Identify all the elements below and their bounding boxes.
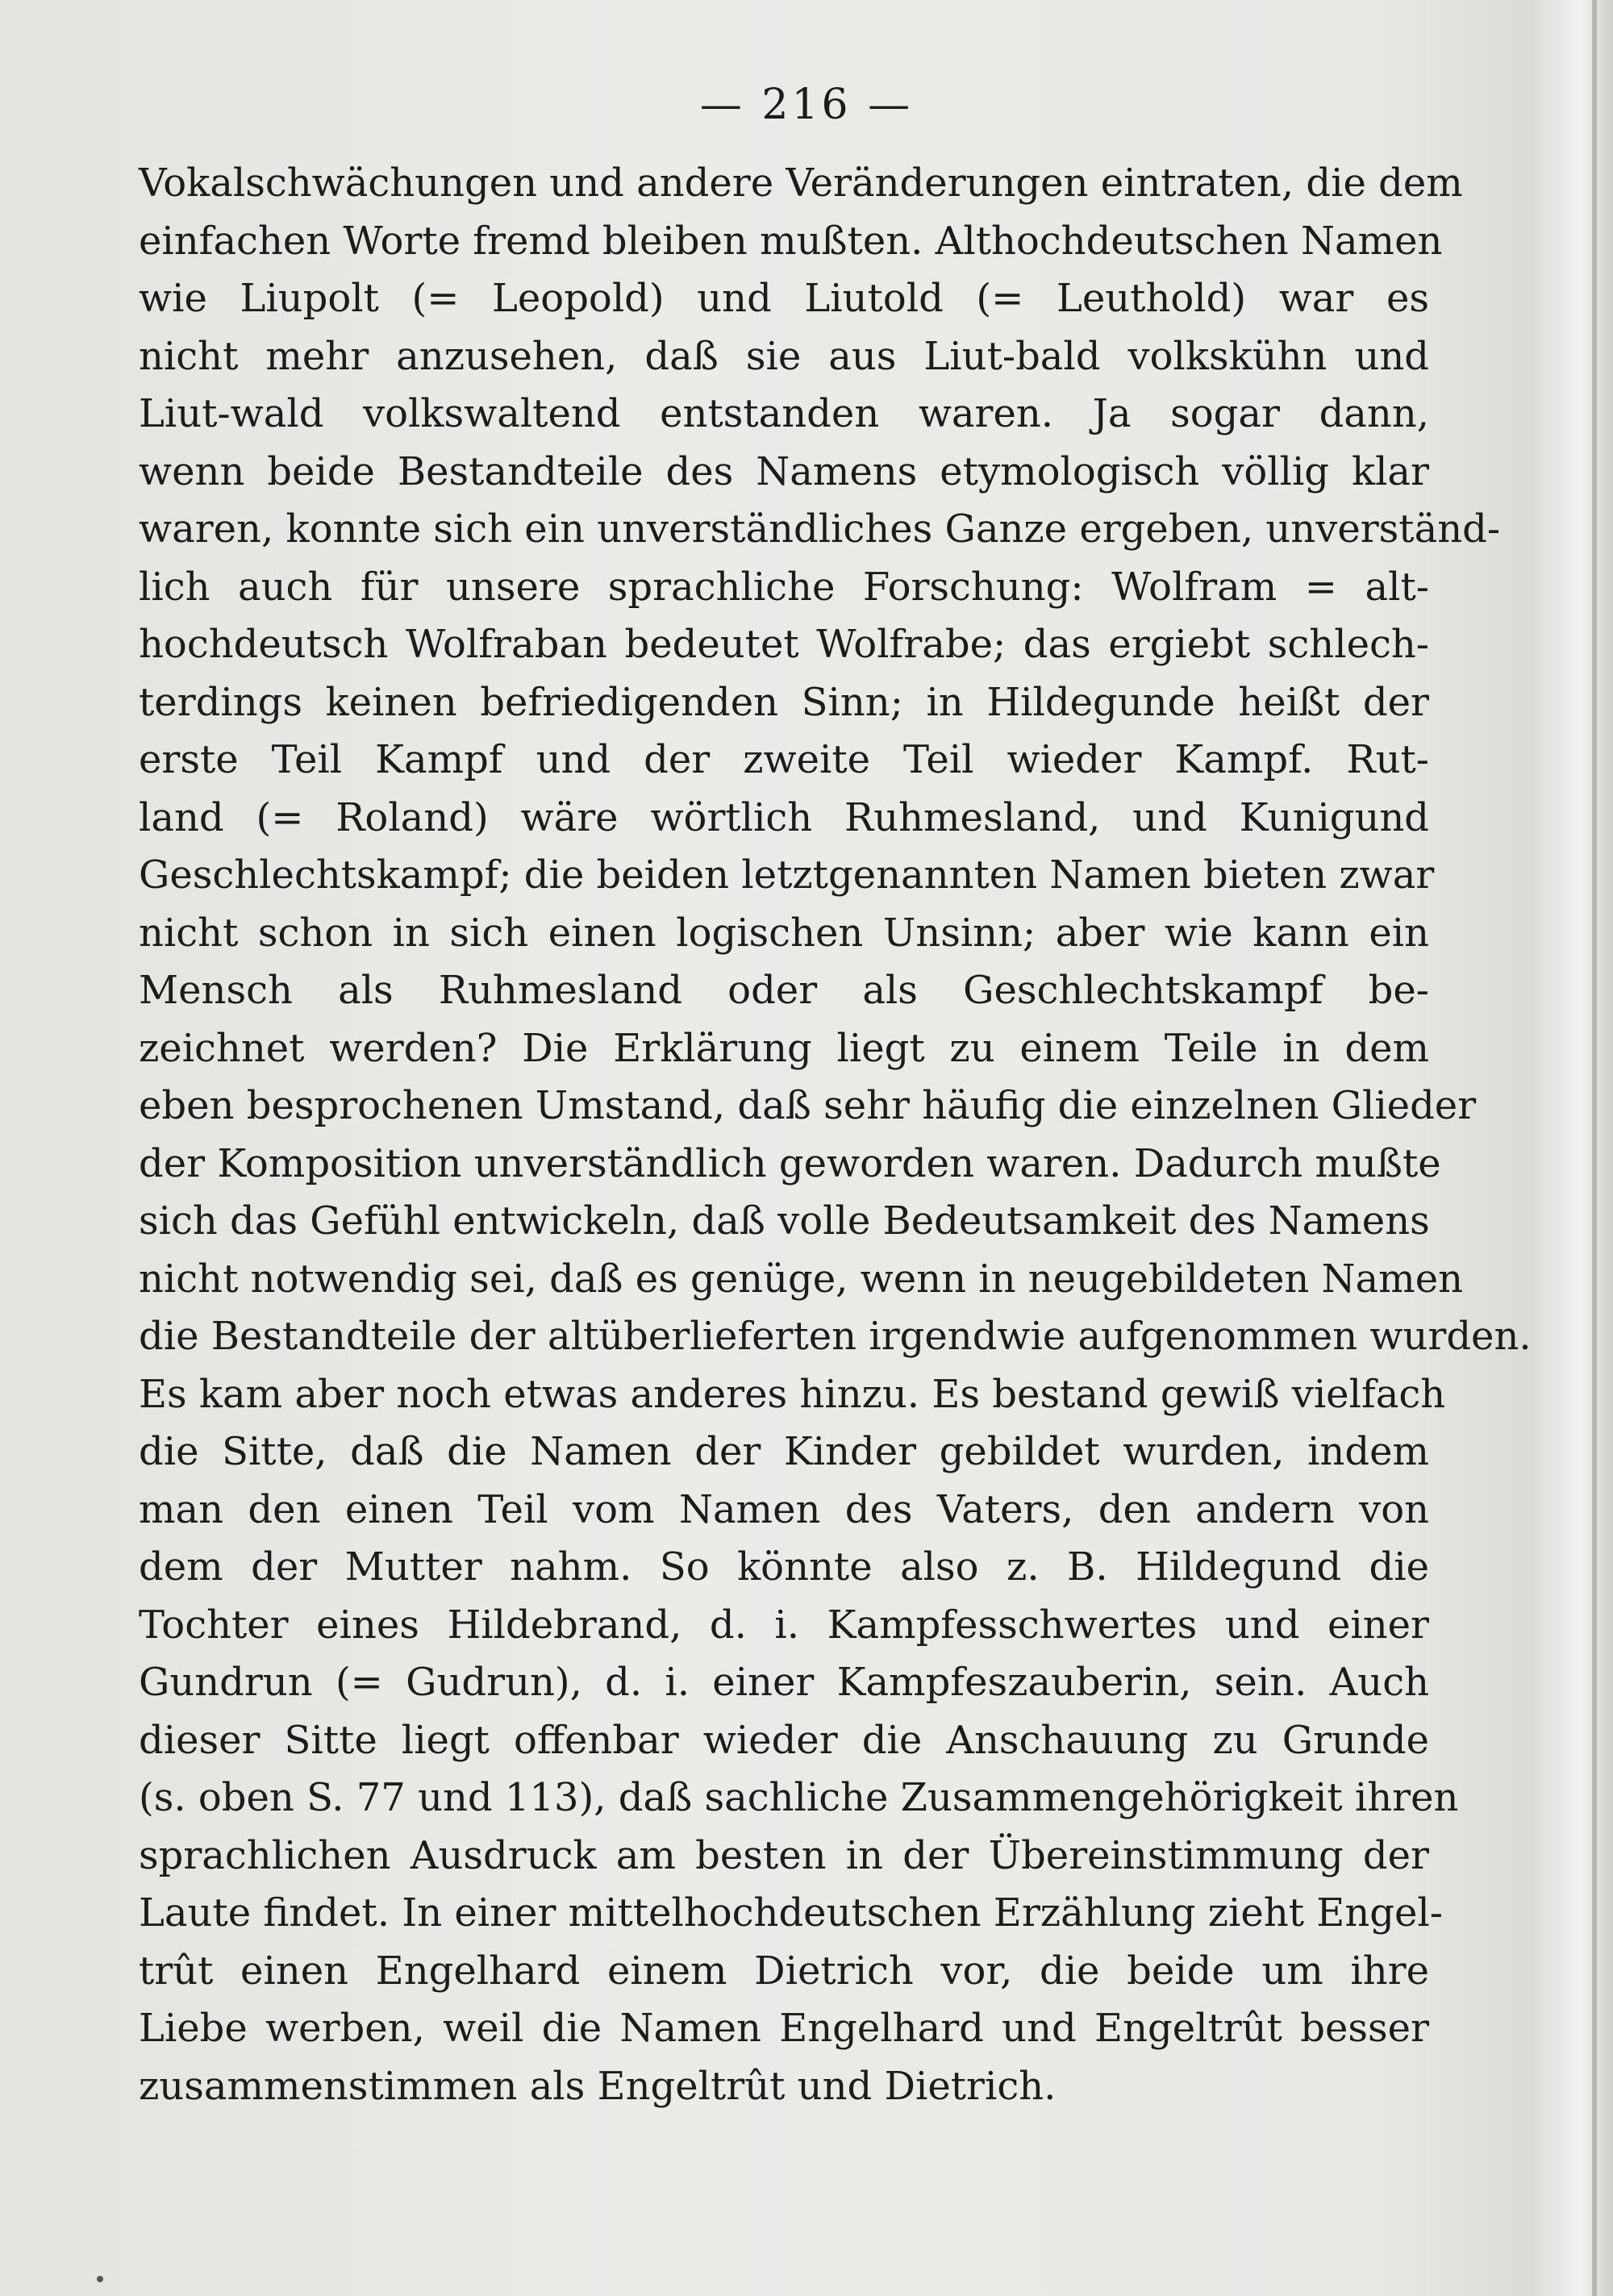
text-line: wie Liupolt (= Leopold) und Liutold (= Leuthold) war es — [139, 276, 1429, 321]
text-line: land (= Roland) wäre wörtlich Ruhmesland, und Kunigund — [139, 794, 1429, 840]
text-line: dieser Sitte liegt offenbar wieder die Anschauung zu Grunde — [139, 1717, 1429, 1763]
text-line: trût einen Engelhard einem Dietrich vor, die beide um ihre — [139, 1948, 1429, 1994]
body-text — [139, 155, 1532, 2115]
page-number: — 216 — — [699, 81, 914, 129]
text-line: dem der Mutter nahm. So könnte also z. B. Hildegund die — [139, 1544, 1429, 1590]
text-line: nicht notwendig sei, daß es genüge, wenn in neugebildeten Namen — [139, 1256, 1464, 1302]
text-line: Es kam aber noch etwas anderes hinzu. Es bestand gewiß vielfach — [139, 1371, 1446, 1417]
text-line: Tochter eines Hildebrand, d. i. Kampfesschwertes und einer — [139, 1602, 1429, 1648]
text-line: Mensch als Ruhmesland oder als Geschlechtskampf be- — [139, 968, 1429, 1013]
text-line: eben besprochenen Umstand, daß sehr häufig die einzelnen Glieder — [139, 1083, 1477, 1128]
text-line: die Sitte, daß die Namen der Kinder gebildet wurden, indem — [139, 1429, 1429, 1474]
text-line: Vokalschwächungen und andere Veränderungen eintraten, die dem — [139, 160, 1463, 206]
text-line: einfachen Worte fremd bleiben mußten. Althochdeutschen Namen — [139, 218, 1443, 264]
text-line: wenn beide Bestandteile des Namens etymologisch völlig klar — [139, 448, 1429, 494]
text-line: nicht mehr anzusehen, daß sie aus Liut-bald volkskühn und — [139, 333, 1429, 379]
text-line: nicht schon in sich einen logischen Unsinn; aber wie kann ein — [139, 910, 1429, 956]
text-line: waren, konnte sich ein unverständliches Ganze ergeben, unverständ- — [139, 506, 1501, 552]
text-line: man den einen Teil vom Namen des Vaters, den andern von — [139, 1486, 1429, 1532]
text-line: Liut-wald volkswaltend entstanden waren. Ja sogar dann, — [139, 391, 1429, 436]
text-line: der Komposition unverständlich geworden waren. Dadurch mußte — [139, 1140, 1441, 1186]
text-line: Geschlechtskampf; die beiden letztgenannten Namen bieten zwar — [139, 852, 1435, 898]
text-line: terdings keinen befriedigenden Sinn; in Hildegunde heißt der — [139, 679, 1429, 725]
text-line: zusammenstimmen als Engeltrût und Dietrich. — [139, 2063, 1057, 2109]
ink-speck — [97, 2276, 103, 2282]
text-line: erste Teil Kampf und der zweite Teil wieder Kampf. Rut- — [139, 737, 1429, 782]
text-line: hochdeutsch Wolfraban bedeutet Wolfrabe; das ergiebt schlech- — [139, 622, 1429, 667]
text-line: sprachlichen Ausdruck am besten in der Übereinstimmung der — [139, 1832, 1429, 1878]
text-line: lich auch für unsere sprachliche Forschung: Wolfram = alt- — [139, 564, 1429, 610]
text-line: Laute findet. In einer mittelhochdeutschen Erzählung zieht Engel- — [139, 1890, 1443, 1936]
text-line: Liebe werben, weil die Namen Engelhard und Engeltrût besser — [139, 2006, 1429, 2051]
text-line: zeichnet werden? Die Erklärung liegt zu einem Teile in dem — [139, 1025, 1429, 1071]
text-line: sich das Gefühl entwickeln, daß volle Bedeutsamkeit des Namens — [139, 1198, 1430, 1244]
page-edge — [1592, 0, 1597, 2296]
text-line: Gundrun (= Gudrun), d. i. einer Kampfeszauberin, sein. Auch — [139, 1660, 1429, 1705]
text-line: (s. oben S. 77 und 113), daß sachliche Zusammengehörigkeit ihren — [139, 1775, 1459, 1820]
text-line: die Bestandteile der altüberlieferten irgendwie aufgenommen wurden. — [139, 1314, 1532, 1359]
